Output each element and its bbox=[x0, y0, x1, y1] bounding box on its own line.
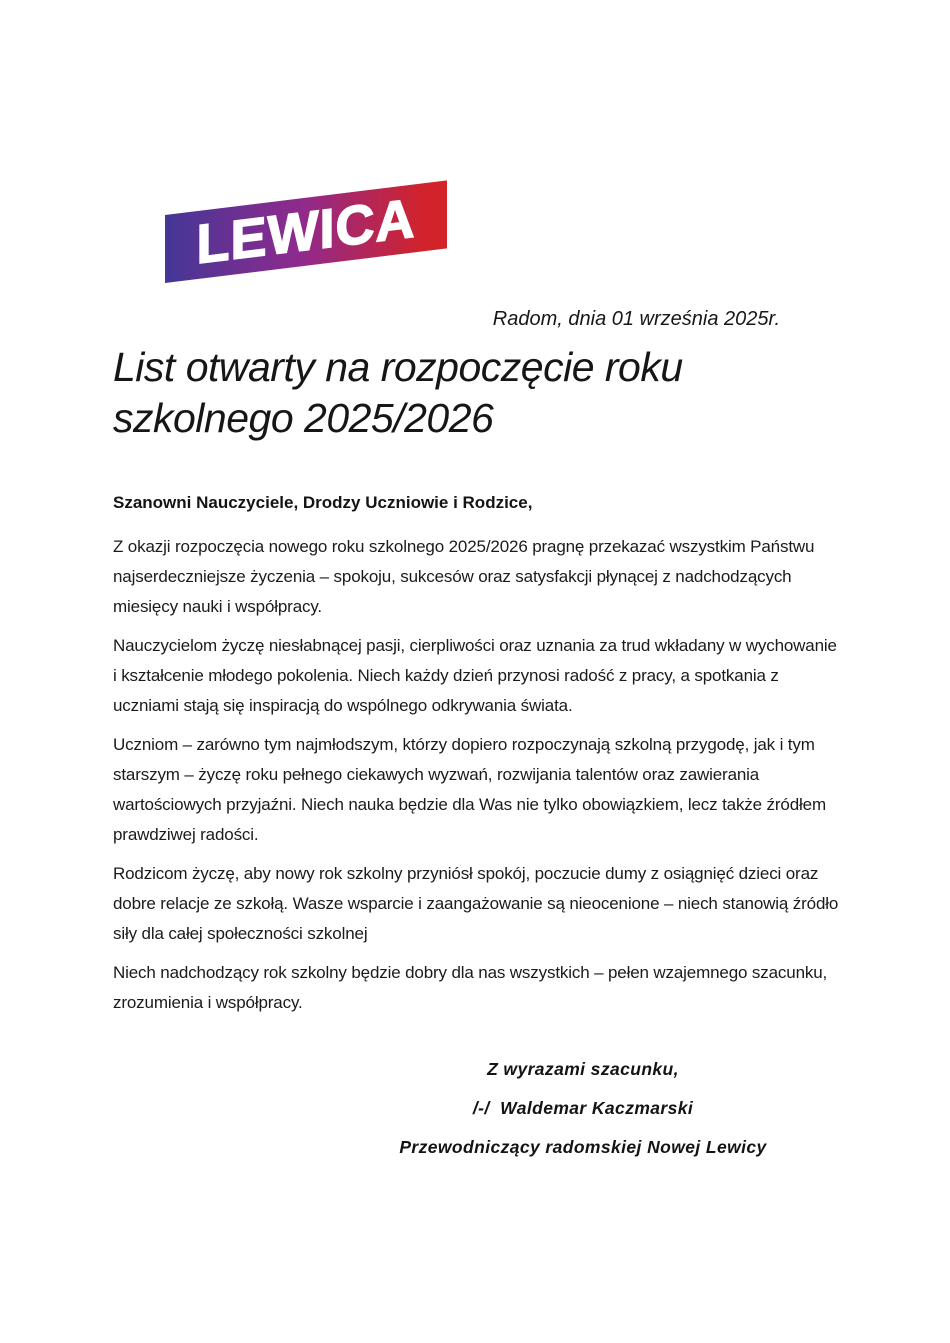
signature-block bbox=[213, 1050, 950, 1167]
paragraph-1: Z okazji rozpoczęcia nowego roku szkolnego 2025/2026 pragnę przekazać wszystkim Państwu najserdeczniejsze życzenia – spokoju, sukcesów oraz satysfakcji płynącej z nadchodzących miesięcy nauki i współpracy. bbox=[113, 537, 815, 616]
paragraph-4: Rodzicom życzę, aby nowy rok szkolny przyniósł spokój, poczucie dumy z osiągnięć dzieci oraz dobre relacje ze szkołą. Wasze wsparcie i zaangażowanie są nieocenione – niech stanowią źródło siły dla całej społeczności szkolnej bbox=[113, 864, 839, 943]
page-title: List otwarty na rozpoczęcie roku szkolnego 2025/2026 bbox=[113, 344, 683, 441]
signature-closing: Z wyrazami szacunku, bbox=[487, 1059, 679, 1079]
salutation: Szanowni Nauczyciele, Drodzy Uczniowie i Rodzice, bbox=[113, 493, 533, 512]
date-line: Radom, dnia 01 września 2025r. bbox=[492, 308, 780, 330]
letter-body bbox=[113, 0, 840, 1167]
signature-role: Przewodniczący radomskiej Nowej Lewicy bbox=[399, 1137, 767, 1157]
lewica-logo-text: LEWICA bbox=[196, 187, 416, 276]
paragraph-5: Niech nadchodzący rok szkolny będzie dobry dla nas wszystkich – pełen wzajemnego szacunku, zrozumienia i współpracy. bbox=[113, 963, 828, 1012]
signature-name: /-/ Waldemar Kaczmarski bbox=[472, 1098, 694, 1118]
paragraph-3: Uczniom – zarówno tym najmłodszym, którzy dopiero rozpoczynają szkolną przygodę, jak i tym starszym – życzę roku pełnego ciekawych wyzwań, rozwijania talentów oraz zawierania wartościowych przyjaźni. Niech nauka będzie dla Was nie tylko obowiązkiem, lecz także źródłem prawdziwej radości. bbox=[113, 735, 826, 844]
paragraph-2: Nauczycielom życzę niesłabnącej pasji, cierpliwości oraz uznania za trud wkładany w wychowanie i kształcenie młodego pokolenia. Niech każdy dzień przynosi radość z pracy, a spotkania z uczniami stają się inspiracją do wspólnego odkrywania świata. bbox=[113, 636, 837, 715]
